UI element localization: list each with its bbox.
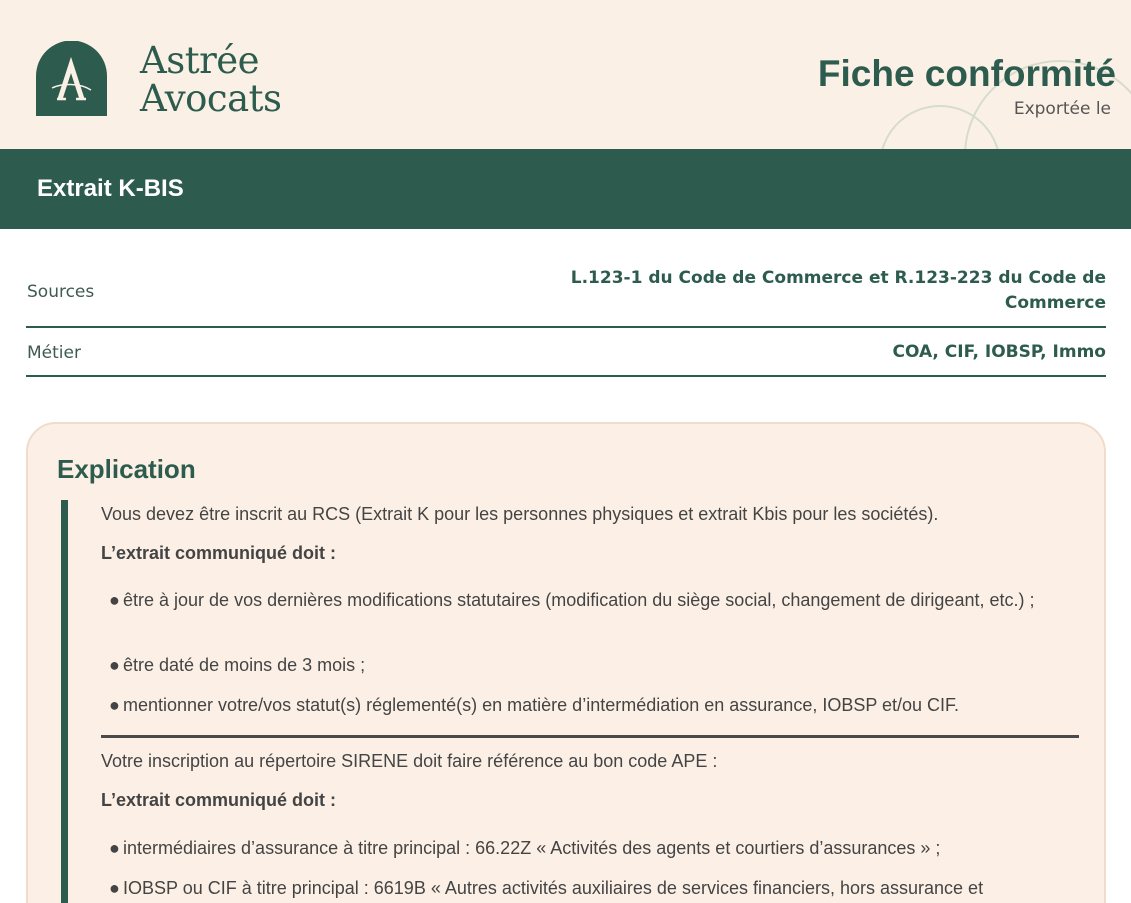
explication-title: Explication (57, 454, 196, 484)
list-item (109, 876, 1069, 901)
info-label: Métier (27, 343, 81, 363)
section-band (0, 149, 1131, 229)
list-item (109, 653, 1069, 678)
info-row-metier (26, 328, 1106, 377)
document-title: Fiche conformité (817, 53, 1116, 94)
list-item (109, 693, 1069, 718)
bullet-icon: ● (109, 695, 120, 715)
bullet-icon: ● (109, 590, 120, 610)
brand-line-2: Avocats (140, 77, 282, 120)
list-item-text: être daté de moins de 3 mois ; (123, 655, 366, 675)
info-table (26, 262, 1106, 377)
info-label: Sources (27, 282, 95, 302)
divider (101, 735, 1079, 738)
list-item-text: être à jour de vos dernières modifications statutaires (modification du siège social, changement de dirigeant, etc.) ; (123, 590, 1035, 610)
export-date-label: Exportée le (1013, 99, 1111, 119)
brand-line-1: Astrée (140, 39, 260, 82)
list-item-text: mentionner votre/vos statut(s) réglementé(s) en matière d’intermédiation en assurance, IOBSP et/ou CIF. (123, 695, 960, 715)
list-item (109, 836, 1069, 861)
list-heading-2: L’extrait communiqué doit : (101, 790, 337, 810)
list-item-text: IOBSP ou CIF à titre principal : 6619B « Autres activités auxiliaires de services financiers, hors assurance et (123, 878, 984, 898)
astree-logo-icon (36, 41, 107, 116)
bullet-icon: ● (109, 878, 120, 898)
info-value: COA, CIF, IOBSP, Immo (892, 342, 1106, 362)
intro-text: Vous devez être inscrit au RCS (Extrait K pour les personnes physiques et extrait Kbis pour les sociétés). (101, 504, 939, 524)
bullet-icon: ● (109, 655, 120, 675)
section-title: Extrait K-BIS (37, 175, 184, 202)
intro-text-2: Votre inscription au répertoire SIRENE doit faire référence au bon code APE : (101, 751, 718, 771)
list-item-text: intermédiaires d’assurance à titre principal : 66.22Z « Activités des agents et courtiers d’assurances » ; (123, 838, 941, 858)
info-value: L.123-1 du Code de Commerce et R.123-223 du Code de Commerce (570, 268, 1106, 313)
list-item (109, 588, 1069, 613)
brand-name (140, 39, 282, 120)
explication-card (26, 422, 1106, 903)
info-row-sources (26, 262, 1106, 328)
quote-bar (61, 500, 68, 903)
bullet-icon: ● (109, 838, 120, 858)
list-heading: L’extrait communiqué doit : (101, 543, 337, 563)
page-header (0, 0, 1131, 149)
